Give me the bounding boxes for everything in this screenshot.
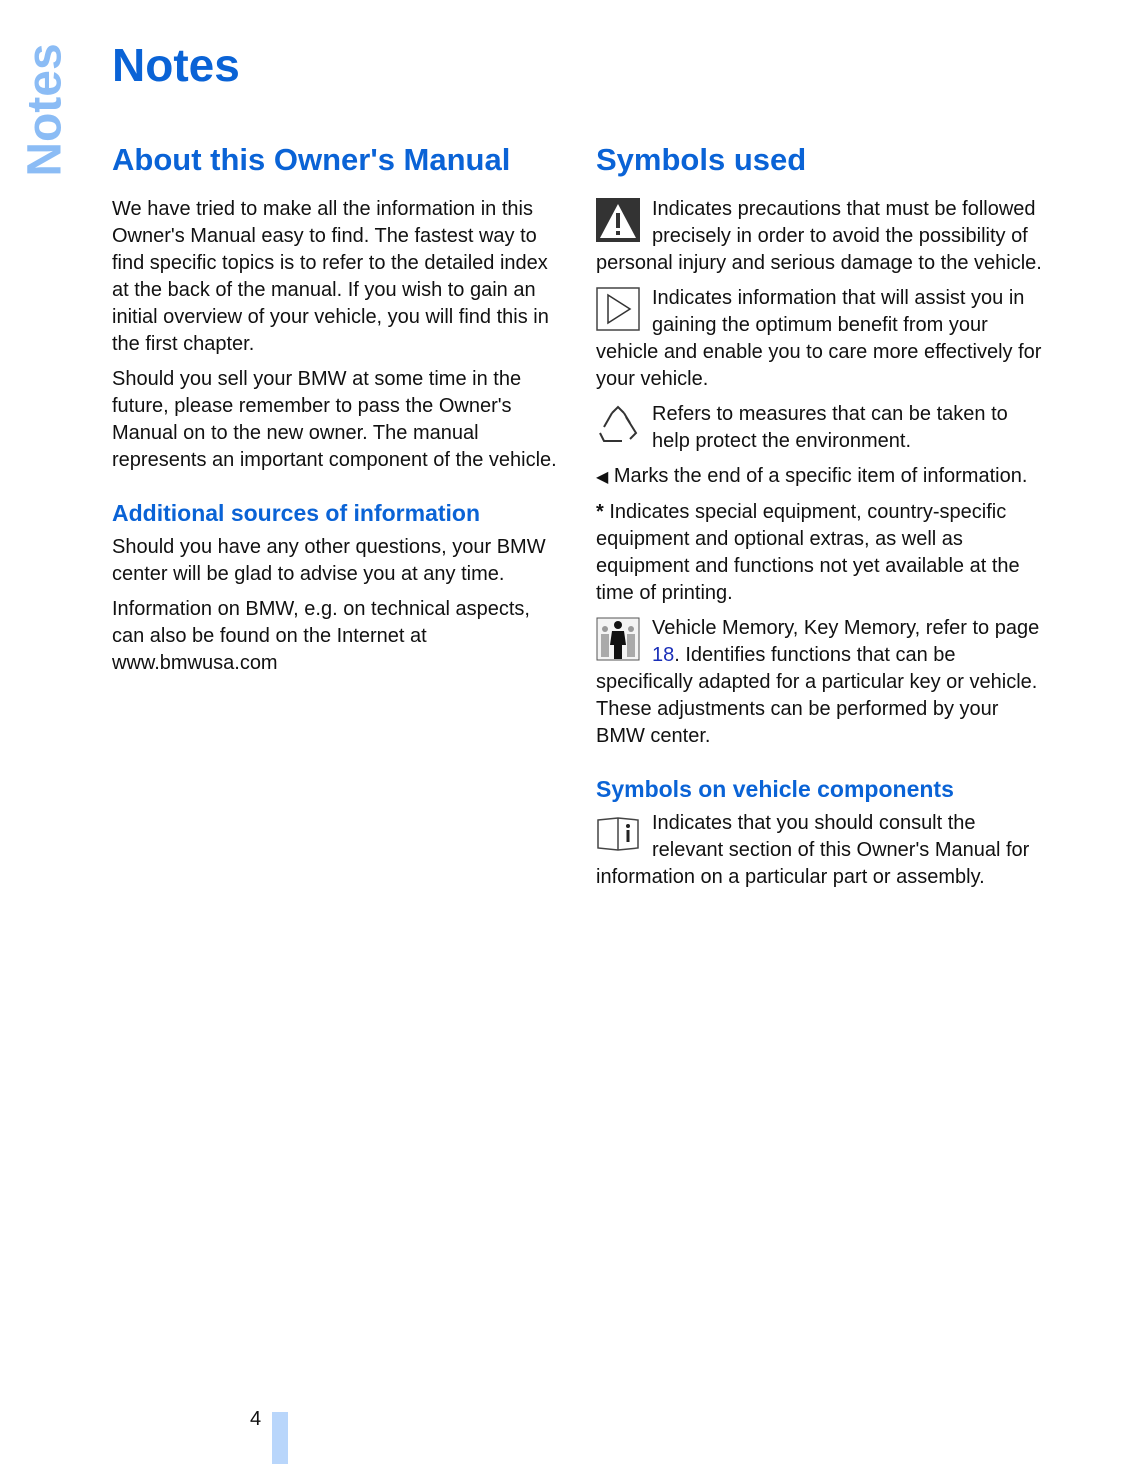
info-triangle-icon <box>596 287 640 331</box>
symbol-item <box>596 196 1048 277</box>
asterisk-text: Indicates special equipment, country-specific equipment and optional extras, as well as equipment and functions not yet available at the time of printing. <box>596 501 1020 604</box>
symbol-text: Indicates that you should consult the relevant section of this Owner's Manual for information on a particular part or assembly. <box>596 812 1030 888</box>
page-marker-bar <box>272 1412 288 1464</box>
side-tab <box>20 40 70 180</box>
asterisk-item <box>596 499 1048 607</box>
end-marker-item <box>596 463 1048 491</box>
symbol-item <box>596 810 1048 891</box>
subsection-heading: Symbols on vehicle components <box>596 776 954 802</box>
manual-book-icon <box>596 812 640 856</box>
symbol-text: Vehicle Memory, Key Memory, refer to page <box>652 617 1040 639</box>
section-heading: About this Owner's Manual <box>112 142 511 177</box>
end-marker-text: Marks the end of a specific item of information. <box>613 465 1028 487</box>
asterisk-icon: * <box>596 501 604 523</box>
paragraph: Should you have any other questions, your BMW center will be glad to advise you at any time. <box>112 536 546 585</box>
left-column <box>112 140 564 685</box>
symbol-text: Refers to measures that can be taken to help protect the environment. <box>652 403 1008 452</box>
paragraph: We have tried to make all the information in this Owner's Manual easy to find. The fastest way to find specific topics is to refer to the detailed index at the back of the manual. If you wish to gain an initial overview of your vehicle, you will find this in the first chapter. <box>112 198 549 355</box>
paragraph: Should you sell your BMW at some time in the future, please remember to pass the Owner's Manual on to the new owner. The manual represents an important component of the vehicle. <box>112 368 557 471</box>
page-title: Notes <box>112 39 240 91</box>
page-link[interactable]: 18 <box>652 644 675 666</box>
end-marker-icon: ◀ <box>596 469 609 486</box>
symbol-item <box>596 401 1048 455</box>
symbol-text: Indicates precautions that must be followed precisely in order to avoid the possibility of personal injury and serious damage to the vehicle. <box>596 198 1042 274</box>
symbol-item <box>596 615 1048 750</box>
warning-icon <box>596 198 640 242</box>
right-column <box>596 140 1048 899</box>
subsection-heading: Additional sources of information <box>112 500 481 526</box>
paragraph: Information on BMW, e.g. on technical aspects, can also be found on the Internet at www.bmwusa.com <box>112 598 530 674</box>
symbol-item <box>596 285 1048 393</box>
page-number: 4 <box>250 1408 262 1430</box>
symbol-text: Indicates information that will assist you in gaining the optimum benefit from your vehicle and enable you to care more effectively for your vehicle. <box>596 287 1042 390</box>
vehicle-memory-icon <box>596 617 640 661</box>
side-tab-label: Notes <box>18 43 72 177</box>
symbol-text: . Identifies functions that can be specifically adapted for a particular key or vehicle. These adjustments can be performed by your BMW center. <box>596 644 1038 747</box>
recycle-icon <box>596 403 640 447</box>
section-heading: Symbols used <box>596 142 807 177</box>
